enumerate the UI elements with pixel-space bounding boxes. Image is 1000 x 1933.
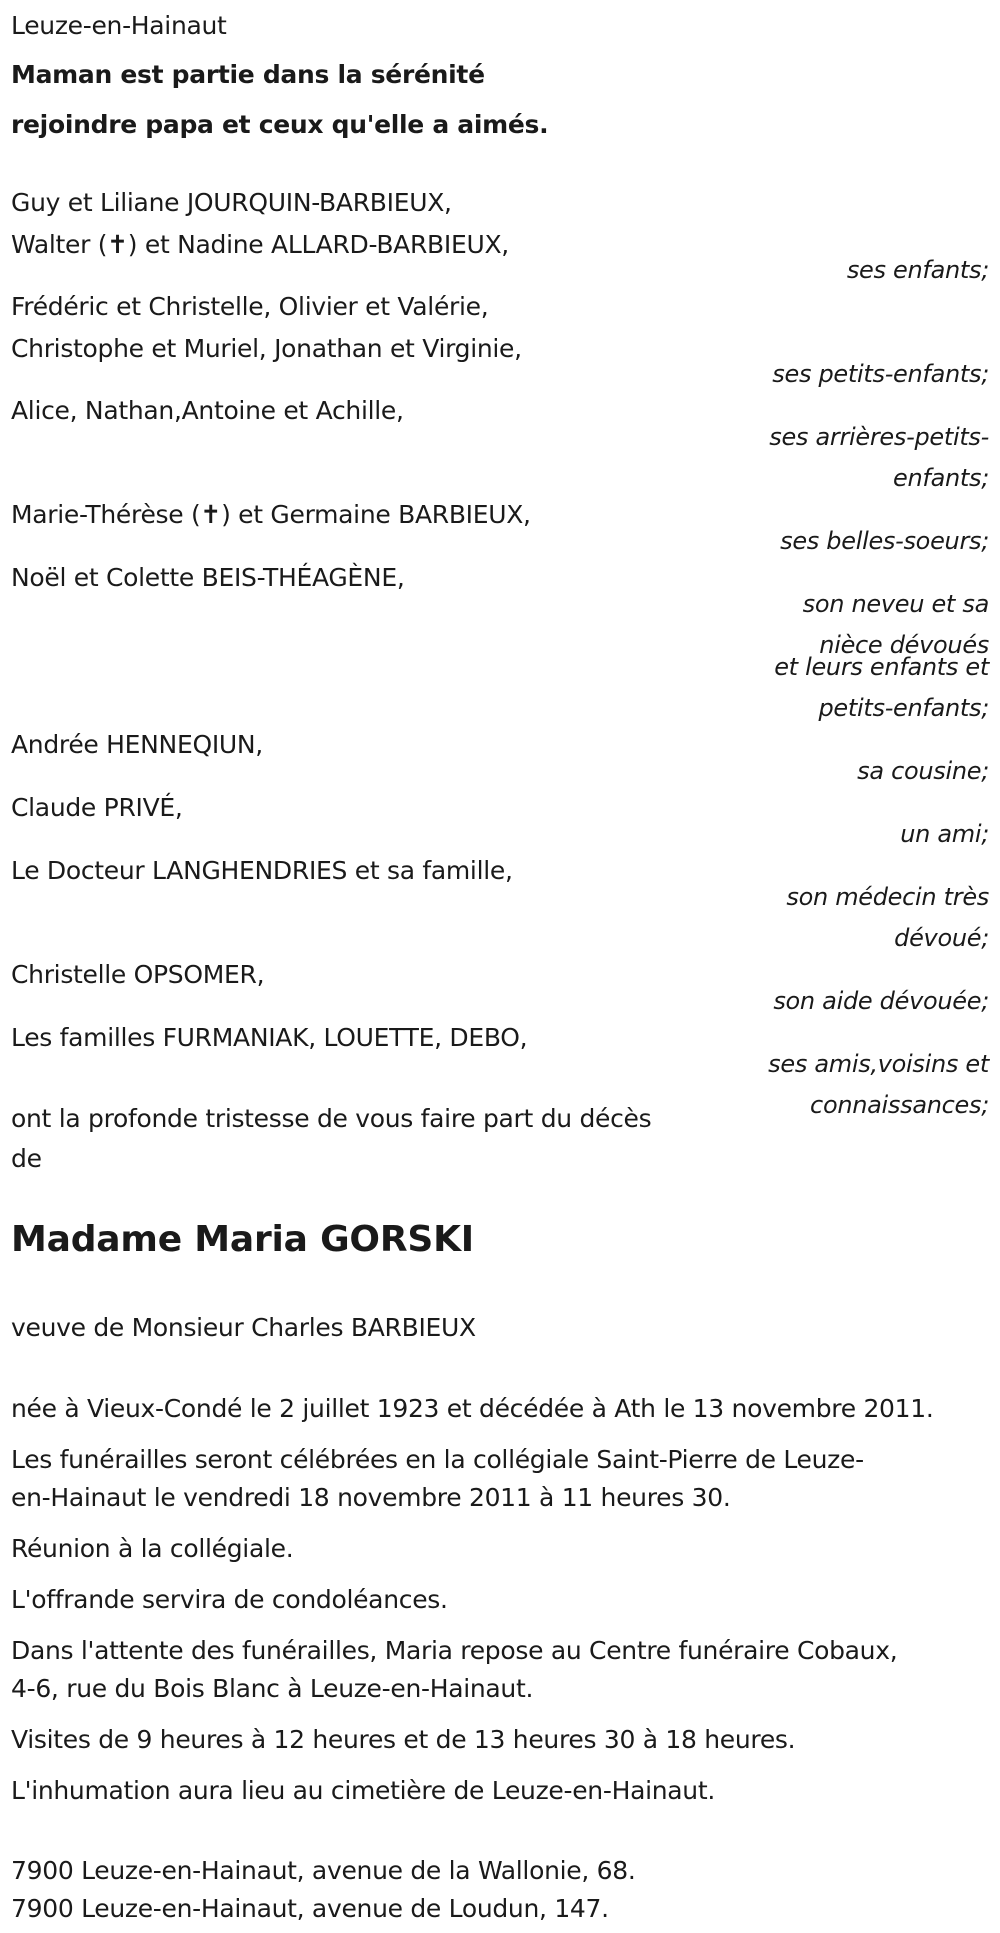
address-line: 7900 Leuze-en-Hainaut, avenue de la Wallonie, 68. <box>11 1856 636 1885</box>
family-relation: ses enfants; <box>846 256 989 284</box>
family-relation: son neveu et sa <box>802 590 989 618</box>
family-relation: enfants; <box>893 464 989 492</box>
funeral-info-line: en-Hainaut le vendredi 18 novembre 2011 à 11 heures 30. <box>11 1483 731 1512</box>
family-relation: son médecin très <box>786 883 989 911</box>
family-name-line: Frédéric et Christelle, Olivier et Valérie, <box>11 292 489 321</box>
family-relation: un ami; <box>900 820 989 848</box>
family-name-line: Noël et Colette BEIS-THÉAGÈNE, <box>11 563 405 592</box>
deceased-name: Madame Maria GORSKI <box>11 1219 474 1260</box>
family-name-line: Christelle OPSOMER, <box>11 960 265 989</box>
family-relation: ses petits-enfants; <box>772 360 989 388</box>
offering-info: L'offrande servira de condoléances. <box>11 1585 448 1614</box>
epigraph-line-1: Maman est partie dans la sérénité <box>11 60 485 89</box>
visits-info: Visites de 9 heures à 12 heures et de 13 heures 30 à 18 heures. <box>11 1725 796 1754</box>
family-relation: petits-enfants; <box>818 694 989 722</box>
family-relation: ses amis,voisins et <box>768 1050 989 1078</box>
funeral-info-line: Les funérailles seront célébrées en la collégiale Saint-Pierre de Leuze- <box>11 1445 864 1474</box>
family-relation: connaissances; <box>810 1091 989 1119</box>
address-line: 7900 Leuze-en-Hainaut, avenue de Loudun, 147. <box>11 1894 609 1923</box>
family-relation: nièce dévoués <box>819 631 989 659</box>
family-relation: et leurs enfants et <box>774 653 989 681</box>
family-relation: sa cousine; <box>857 757 989 785</box>
birth-death-info: née à Vieux-Condé le 2 juillet 1923 et décédée à Ath le 13 novembre 2011. <box>11 1394 934 1423</box>
family-relation: ses belles-soeurs; <box>780 527 989 555</box>
family-relation: son aide dévouée; <box>773 987 989 1015</box>
epigraph-line-2: rejoindre papa et ceux qu'elle a aimés. <box>11 110 549 139</box>
announcement-line-2: de <box>11 1144 42 1173</box>
family-relation: dévoué; <box>894 924 989 952</box>
family-relation: ses arrières-petits- <box>769 423 989 451</box>
widow-of: veuve de Monsieur Charles BARBIEUX <box>11 1313 476 1342</box>
burial-info: L'inhumation aura lieu au cimetière de Leuze-en-Hainaut. <box>11 1776 715 1805</box>
family-name-line: Les familles FURMANIAK, LOUETTE, DEBO, <box>11 1023 528 1052</box>
family-name-line: Walter (✝) et Nadine ALLARD-BARBIEUX, <box>11 230 509 259</box>
family-name-line: Le Docteur LANGHENDRIES et sa famille, <box>11 856 513 885</box>
family-name-line: Claude PRIVÉ, <box>11 793 183 822</box>
repose-info-line: Dans l'attente des funérailles, Maria repose au Centre funéraire Cobaux, <box>11 1636 898 1665</box>
announcement-line-1: ont la profonde tristesse de vous faire part du décès <box>11 1104 652 1133</box>
family-name-line: Andrée HENNEQIUN, <box>11 730 263 759</box>
family-name-line: Marie-Thérèse (✝) et Germaine BARBIEUX, <box>11 500 531 529</box>
family-name-line: Alice, Nathan,Antoine et Achille, <box>11 396 404 425</box>
family-name-line: Guy et Liliane JOURQUIN-BARBIEUX, <box>11 188 452 217</box>
location-heading: Leuze-en-Hainaut <box>11 11 227 40</box>
repose-info-line: 4-6, rue du Bois Blanc à Leuze-en-Hainaut. <box>11 1674 534 1703</box>
gathering-info: Réunion à la collégiale. <box>11 1534 294 1563</box>
family-name-line: Christophe et Muriel, Jonathan et Virginie, <box>11 334 522 363</box>
